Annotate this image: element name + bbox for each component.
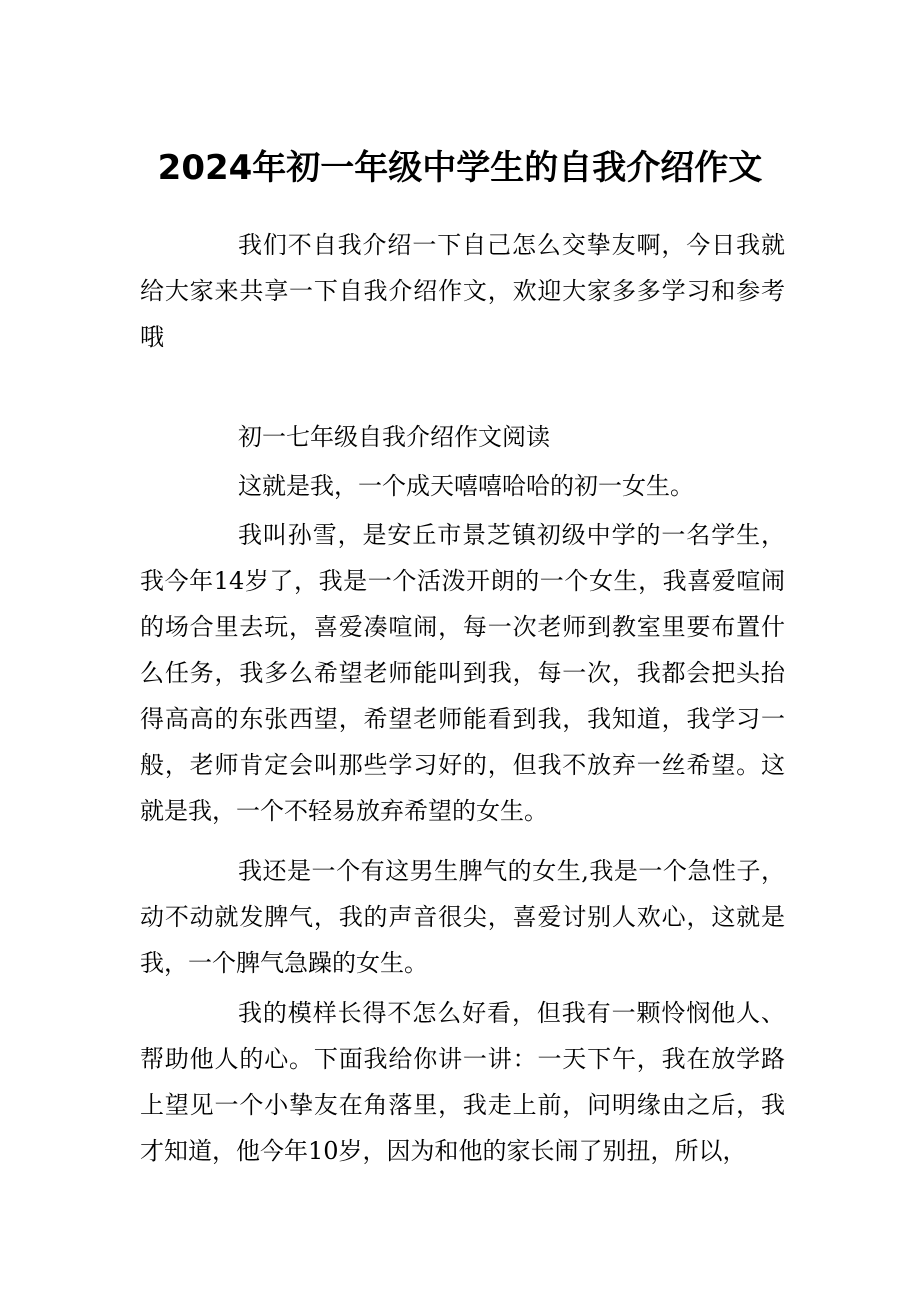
paragraph-3: 我的模样长得不怎么好看，但我有一颗怜悯他人、帮助他人的心。下面我给你讲一讲：一天下午，我在放学路上望见一个小挚友在角落里，我走上前，问明缘由之后，我才知道，他今年10岁，因为和他的家长闹了别扭，所以，: [140, 999, 785, 1165]
document-title: 2024年初一年级中学生的自我介绍作文: [157, 148, 763, 188]
section-heading: 初一七年级自我介绍作文阅读: [238, 423, 550, 451]
paragraph-1: 我叫孙雪，是安丘市景芝镇初级中学的一名学生，我今年14岁了，我是一个活泼开朗的一个女生，我喜爱喧闹的场合里去玩，喜爱凑喧闹，每一次老师到教室里要布置什么任务，我多么希望老师能叫到我，每一次，我都会把头抬得高高的东张西望，希望老师能看到我，我知道，我学习一般，老师肯定会叫那些学习好的，但我不放弃一丝希望。这就是我，一个不轻易放弃希望的女生。: [140, 521, 785, 825]
opening-line: 这就是我，一个成天嘻嘻哈哈的初一女生。: [238, 472, 694, 500]
paragraph-2: 我还是一个有这男生脾气的女生,我是一个急性子，动不动就发脾气，我的声音很尖，喜爱讨别人欢心，这就是我，一个脾气急躁的女生。: [140, 857, 785, 977]
intro-paragraph: 我们不自我介绍一下自己怎么交挚友啊，今日我就给大家来共享一下自我介绍作文，欢迎大家多多学习和参考哦: [140, 231, 785, 351]
